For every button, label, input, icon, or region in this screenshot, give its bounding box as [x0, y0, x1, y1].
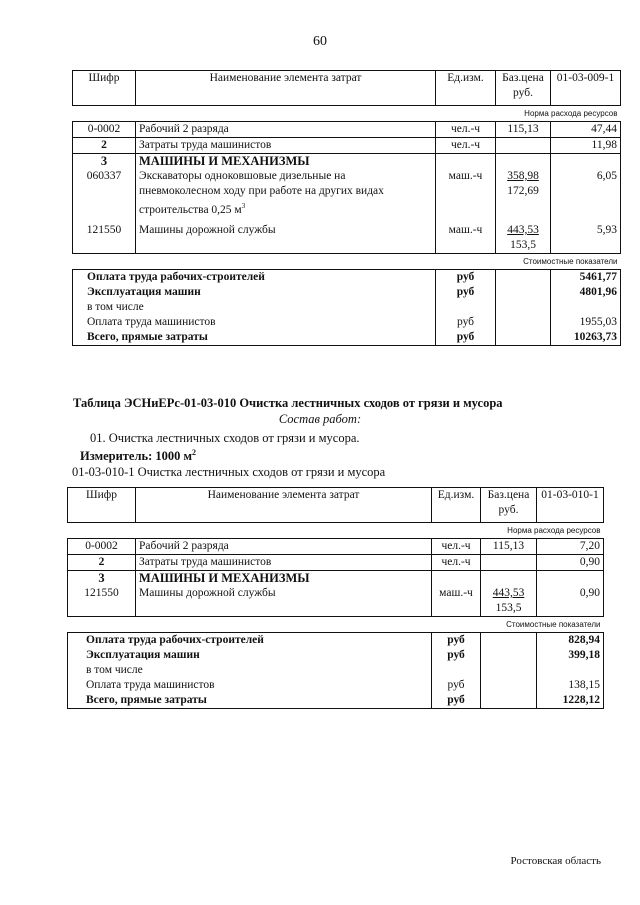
table-row: 2 Затраты труда машинистов чел.-ч 11,98	[73, 138, 621, 154]
cost-row: в том числе	[68, 663, 604, 678]
header-name: Наименование элемента затрат	[136, 71, 436, 106]
table-row: 0-0002 Рабочий 2 разряда чел.-ч 115,13 47,44	[73, 122, 621, 138]
table-row: 2 Затраты труда машинистов чел.-ч 0,90	[68, 555, 604, 571]
resource-table-1	[72, 70, 621, 346]
cost-row: Эксплуатация машин руб 399,18	[68, 648, 604, 663]
footer-region: Ростовская область	[510, 855, 601, 867]
cost-label-row: Стоимостные показатели	[73, 253, 621, 269]
total-row: Всего, прямые затраты руб 1228,12	[68, 693, 604, 709]
table-row: 121550 Машины дорожной службы маш.-ч 443,53 153,5 5,93	[73, 218, 621, 254]
cost-row: Оплата труда машинистов руб 1955,03	[73, 315, 621, 330]
work-item: 01. Очистка лестничных сходов от грязи и мусора.	[90, 431, 360, 445]
page-number: 60	[313, 34, 327, 49]
cost-label-row: Стоимостные показатели	[68, 617, 604, 633]
norm-label-row: Норма расхода ресурсов	[68, 523, 604, 539]
header-price: Баз.цена руб.	[496, 71, 551, 106]
cost-row: Эксплуатация машин руб 4801,96	[73, 285, 621, 300]
total-row: Всего, прямые затраты руб 10263,73	[73, 330, 621, 346]
header-code: Шифр	[68, 488, 136, 523]
section-row: 3 МАШИНЫ И МЕХАНИЗМЫ	[73, 154, 621, 170]
header-unit: Ед.изм.	[432, 488, 481, 523]
cost-row: в том числе	[73, 300, 621, 315]
header-norm-code: 01-03-010-1	[537, 488, 604, 523]
table-row: 060337 Экскаваторы одноковшовые дизельные на пневмоколесном ходу при работе на других видах строительства 0,25 $м^3$ маш.-ч 358,98 172,69 6,05	[73, 169, 621, 218]
section-row: 3 МАШИНЫ И МЕХАНИЗМЫ	[68, 571, 604, 587]
header-norm-code: 01-03-009-1	[551, 71, 621, 106]
header-name: Наименование элемента затрат	[136, 488, 432, 523]
header-unit: Ед.изм.	[436, 71, 496, 106]
header-price: Баз.цена руб.	[481, 488, 537, 523]
table-header	[73, 71, 621, 106]
header-code: Шифр	[73, 71, 136, 106]
cost-row: Оплата труда машинистов руб 138,15	[68, 678, 604, 693]
work-composition-heading: Состав работ:	[278, 412, 362, 426]
norm-code-line: 01-03-010-1 Очистка лестничных сходов от грязи и мусора	[72, 465, 386, 479]
measure-unit: Измеритель: 1000 $м^2$	[80, 448, 197, 464]
table-title: Таблица ЭСНиЕРс-01-03-010 Очистка лестничных сходов от грязи и мусора	[73, 396, 503, 410]
cost-row: Оплата труда рабочих-строителей руб 828,94	[68, 633, 604, 649]
resource-table-2	[67, 487, 604, 709]
norm-label-row: Норма расхода ресурсов	[73, 106, 621, 122]
table-row: 0-0002 Рабочий 2 разряда чел.-ч 115,13 7,20	[68, 539, 604, 555]
table-header	[68, 488, 604, 523]
table-row: 121550 Машины дорожной службы маш.-ч 443,53 153,5 0,90	[68, 586, 604, 617]
cost-row: Оплата труда рабочих-строителей руб 5461,77	[73, 269, 621, 285]
